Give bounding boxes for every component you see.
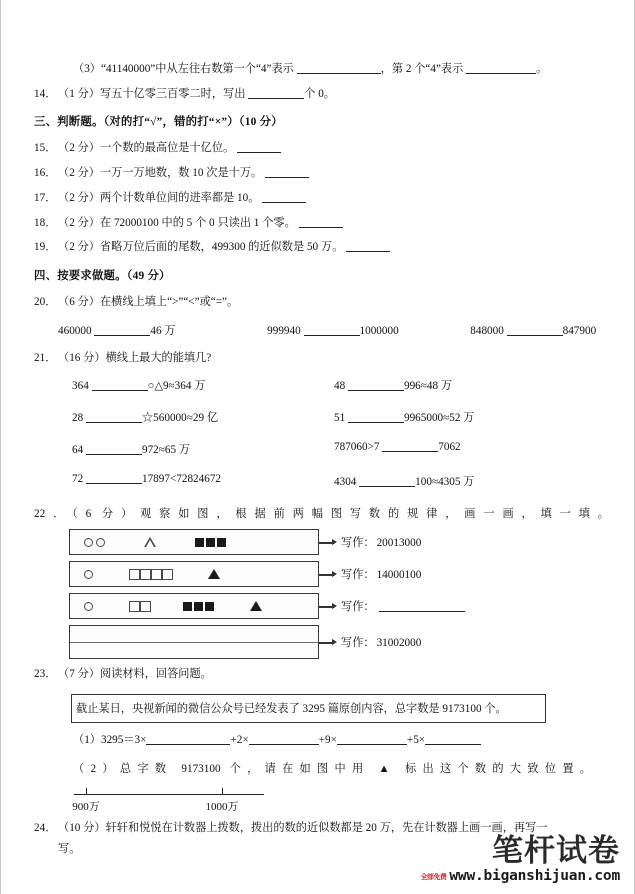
fill-suffix: ○△9≈364 万: [147, 380, 206, 393]
arrow-right-icon: [319, 537, 341, 547]
counter-box-half: [70, 643, 318, 659]
question-18-score: （2 分）: [58, 216, 100, 229]
question-15-text: 一个数的最高位是十亿位。: [99, 142, 235, 155]
question-16-number: 16．: [34, 167, 57, 180]
fill-prefix: 28: [72, 412, 84, 425]
counter-box-empty[interactable]: [69, 625, 319, 659]
question-23-term-4: +5×: [406, 734, 426, 747]
question-21-row: [72, 377, 609, 393]
question-23-expr-start: 3295＝3×: [100, 734, 147, 747]
fill-prefix: 48: [334, 380, 346, 393]
section-3-heading: 三、判断题。（对的打“√”，错的打“×”）（10 分）: [34, 116, 283, 129]
question-23-number: 23．: [34, 668, 57, 681]
question-21-number: 21．: [34, 351, 57, 364]
square-outline-icon: [140, 601, 151, 612]
question-16-text: 一万一万地数，数 10 次是十万。: [99, 167, 263, 180]
number-line-axis: [74, 794, 264, 795]
answer-blank[interactable]: [262, 202, 306, 203]
question-21-row: [72, 409, 609, 425]
fill-suffix: 17897<72824672: [141, 473, 222, 486]
circle-group: [84, 602, 93, 611]
question-13-part-3-text-a: “41140000”中从左往右数第一个“4”表示: [100, 63, 294, 75]
circle-outline-icon: [84, 570, 93, 579]
number-line-tick: [86, 788, 87, 795]
counter-box[interactable]: [69, 593, 319, 619]
fill-suffix: ☆560000≈29 亿: [141, 412, 219, 425]
comparison-right: 1000000: [359, 324, 399, 337]
question-20-comparisons: [34, 322, 609, 338]
question-22-number: 22．: [34, 508, 73, 521]
circle-group: [84, 570, 93, 579]
figure-row: [34, 625, 609, 659]
question-16-score: （2 分）: [58, 167, 100, 180]
answer-blank[interactable]: [379, 611, 465, 612]
question-19-text: 省略万位后面的尾数，499300 的近似数是 50 万。: [99, 241, 344, 254]
watermark: [420, 835, 620, 884]
question-18-number: 18．: [34, 216, 57, 229]
square-filled-icon: [182, 601, 193, 612]
answer-blank[interactable]: [146, 744, 230, 745]
fill-item: [72, 473, 334, 489]
question-19-score: （2 分）: [58, 241, 100, 254]
question-16: [34, 168, 609, 179]
number-line-axis-area: [74, 786, 264, 798]
question-17-number: 17．: [34, 191, 57, 204]
answer-blank[interactable]: [86, 422, 142, 423]
outline-square-group: [129, 601, 151, 612]
comparison-pair-1: [58, 322, 176, 338]
answer-blank[interactable]: [92, 390, 148, 391]
question-13-part-3: [34, 64, 609, 75]
fill-item: [334, 409, 596, 425]
question-18-text: 在 72000100 中的 5 个 0 只读出 1 个零。: [99, 216, 296, 229]
question-23: [34, 669, 609, 680]
question-21-score: （16 分）: [58, 351, 106, 364]
exam-content: [34, 64, 609, 869]
figure-value: 31002000: [376, 637, 422, 650]
question-23-term-3: +9×: [318, 734, 337, 747]
reading-material-box: [71, 694, 546, 723]
question-21-row: [72, 441, 609, 457]
question-21-row: [72, 473, 609, 489]
fill-prefix: 51: [334, 412, 346, 425]
counter-box[interactable]: [69, 529, 319, 555]
answer-blank[interactable]: [86, 454, 142, 455]
figure-row: [34, 561, 609, 587]
circle-outline-icon: [84, 602, 93, 611]
fill-prefix: 4304: [334, 476, 357, 489]
square-outline-icon: [140, 569, 151, 580]
answer-blank[interactable]: [337, 744, 407, 745]
watermark-url: www.biganshijuan.com: [449, 868, 620, 884]
triangle-group: [144, 537, 156, 547]
triangle-group: [250, 601, 262, 611]
question-23-term-2: +2×: [230, 734, 249, 747]
fill-item: [334, 441, 596, 457]
counter-box[interactable]: [69, 561, 319, 587]
question-14-number: 14．: [34, 87, 57, 100]
question-24-score: （10 分）: [58, 821, 106, 834]
arrow-right-icon: [319, 569, 341, 579]
question-21-grid: [34, 377, 609, 489]
watermark-url-row: [420, 868, 620, 884]
filled-square-group: [194, 537, 227, 548]
question-20-score: （6 分）: [58, 295, 100, 308]
answer-blank[interactable]: [425, 744, 481, 745]
fill-suffix: 100≈4305 万: [415, 476, 475, 489]
answer-blank[interactable]: [297, 73, 381, 74]
square-filled-icon: [193, 601, 204, 612]
question-18: [34, 218, 609, 229]
answer-blank[interactable]: [237, 152, 281, 153]
comparison-pair-3: [470, 325, 596, 337]
fill-prefix: 364: [72, 380, 89, 393]
fill-suffix: 7062: [438, 441, 461, 454]
figure-write-label: [341, 534, 421, 550]
triangle-filled-icon: [208, 569, 220, 579]
question-22-figure: [34, 529, 609, 659]
question-23-part-1: [34, 735, 609, 746]
question-24: [34, 823, 609, 834]
number-line-tick: [222, 788, 223, 795]
question-19-number: 19．: [34, 241, 57, 254]
comparison-left: 460000: [58, 324, 92, 337]
question-21: [34, 353, 609, 364]
square-outline-icon: [129, 569, 140, 580]
question-13-part-3-text-b: ，第 2 个“4”表示: [380, 63, 464, 75]
square-filled-icon: [205, 537, 216, 548]
square-outline-icon: [129, 601, 140, 612]
figure-write-label: [341, 566, 421, 582]
circle-group: [84, 538, 108, 547]
fill-suffix: 9965000≈52 万: [403, 412, 475, 425]
square-outline-icon: [151, 569, 162, 580]
answer-blank[interactable]: [466, 73, 536, 74]
section-4-heading: 四、按要求做题。（49 分）: [34, 269, 171, 282]
fill-prefix: 72: [72, 473, 84, 486]
answer-blank[interactable]: [348, 390, 404, 391]
circle-outline-icon: [84, 538, 93, 547]
write-label-text: 写作：: [341, 637, 375, 650]
comparison-right: 847900: [562, 324, 597, 337]
reading-material-text: 截止某日，央视新闻的微信公众号已经发表了 3295 篇原创内容，总字数是 9173100 个。: [76, 703, 507, 716]
fill-item: [334, 473, 596, 489]
fill-item: [72, 377, 334, 393]
question-20-text: 在横线上填上“>”“<”或“=”。: [99, 295, 239, 308]
question-14: [34, 89, 609, 100]
square-outline-icon: [162, 569, 173, 580]
square-filled-icon: [194, 537, 205, 548]
question-24-number: 24．: [34, 821, 57, 834]
triangle-group: [208, 569, 220, 579]
fill-item: [72, 441, 334, 457]
number-line-figure: [74, 786, 264, 813]
question-15-number: 15．: [34, 142, 57, 155]
comparison-pair-2: [267, 325, 399, 337]
answer-blank[interactable]: [86, 483, 142, 484]
figure-value: 14000100: [376, 569, 422, 582]
circle-outline-icon: [96, 538, 105, 547]
question-23-part-2-label: （2）: [73, 762, 120, 775]
fill-suffix: 972≈65 万: [141, 444, 191, 457]
figure-write-label: [341, 598, 465, 614]
question-20: [34, 297, 609, 308]
question-23-part-2-text: 总字数 9173100 个，请在如图中用 ▲ 标出这个数的大致位置。: [119, 762, 591, 775]
fill-item: [72, 409, 334, 425]
answer-blank[interactable]: [249, 744, 319, 745]
question-21-text: 横线上最大的能填几?: [105, 351, 212, 364]
question-15-score: （2 分）: [58, 142, 100, 155]
question-13-part-3-label: （3）: [73, 63, 101, 75]
answer-blank[interactable]: [346, 251, 390, 252]
question-13-part-3-text-c: 。: [536, 63, 548, 75]
answer-blank[interactable]: [507, 335, 563, 336]
question-17-text: 两个计数单位间的进率都是 10。: [99, 191, 260, 204]
question-24-text-line-1: 轩轩和悦悦在计数器上拨数，拨出的数的近似数都是 20 万，先在计数器上画一画，再写一: [105, 821, 548, 834]
question-23-part-1-label: （1）: [73, 734, 101, 747]
question-14-score: （1 分）: [58, 87, 100, 100]
figure-row: [34, 529, 609, 555]
number-line-tick-label: 1000万: [205, 800, 239, 813]
comparison-left: 848000: [470, 324, 504, 337]
watermark-free-badge: 全部免费: [420, 873, 447, 881]
triangle-outline-icon: [144, 537, 156, 547]
question-17-score: （2 分）: [58, 191, 100, 204]
answer-blank[interactable]: [94, 335, 150, 336]
question-23-text: 阅读材料，回答问题。: [99, 668, 212, 681]
question-23-score: （7 分）: [58, 668, 100, 681]
question-17: [34, 193, 609, 204]
number-line-labels: [74, 798, 264, 813]
fill-prefix: 64: [72, 444, 84, 457]
question-23-part-2: [34, 760, 609, 776]
write-label-text: 写作：: [341, 601, 375, 614]
fill-suffix: 996≈48 万: [403, 380, 453, 393]
comparison-left: 999940: [267, 324, 301, 337]
question-14-text-b: 个 0。: [304, 87, 335, 100]
answer-blank[interactable]: [359, 486, 415, 487]
question-14-text-a: 写五十亿零三百零二时，写出: [99, 87, 246, 100]
number-line-tick-label: 900万: [72, 800, 100, 813]
answer-blank[interactable]: [299, 227, 343, 228]
question-19: [34, 242, 609, 253]
outline-square-group: [129, 569, 173, 580]
arrow-right-icon: [319, 601, 341, 611]
write-label-text: 写作：: [341, 537, 375, 550]
answer-blank[interactable]: [304, 335, 360, 336]
write-label-text: 写作：: [341, 569, 375, 582]
question-24-text-line-2: 写。: [58, 842, 81, 855]
figure-row: [34, 593, 609, 619]
watermark-brand: 笔杆试卷: [492, 833, 620, 870]
filled-square-group: [182, 601, 215, 612]
arrow-right-icon: [319, 637, 341, 647]
answer-blank[interactable]: [348, 422, 404, 423]
figure-value: 20013000: [376, 537, 422, 550]
question-22-text: 观察如图，根据前两幅图写数的规律，画一画，填一填。: [140, 508, 609, 521]
question-22-score: （6 分）: [72, 508, 141, 521]
square-filled-icon: [216, 537, 227, 548]
question-20-number: 20．: [34, 295, 57, 308]
square-filled-icon: [204, 601, 215, 612]
comparison-right: 46 万: [150, 324, 176, 337]
figure-write-label: [341, 634, 421, 650]
fill-item: [334, 377, 596, 393]
fill-prefix: 787060>7: [334, 441, 380, 454]
answer-blank[interactable]: [265, 177, 309, 178]
question-15: [34, 143, 609, 154]
answer-blank[interactable]: [248, 98, 304, 99]
counter-box-half: [70, 626, 318, 643]
answer-blank[interactable]: [382, 451, 438, 452]
triangle-filled-icon: [250, 601, 262, 611]
question-22: [34, 505, 609, 521]
